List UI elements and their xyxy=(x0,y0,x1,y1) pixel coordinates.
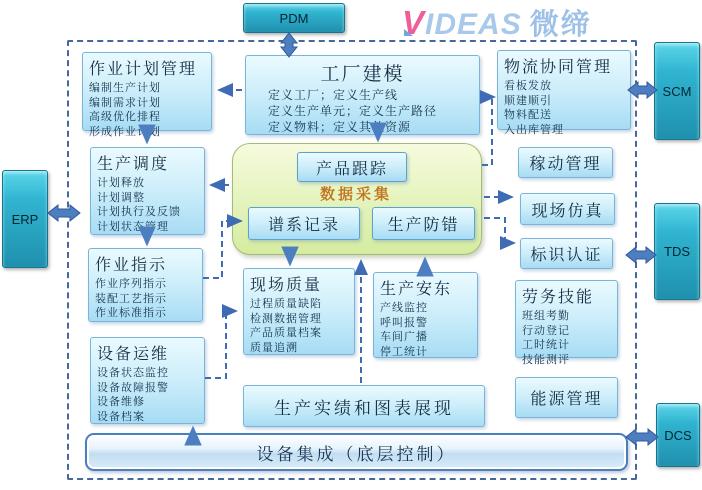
module-title: 生产调度 xyxy=(97,156,170,173)
module-identification: 标识认证 xyxy=(520,238,613,269)
module-items: 作业序列指示 装配工艺指示 作业标准指示 xyxy=(95,278,167,320)
module-product-tracking: 产品跟踪 xyxy=(297,152,407,182)
logo-chinese-name: 微缔 xyxy=(529,9,592,41)
module-items: 过程质量缺陷 检测数据管理 产品质量档案 质量追溯 xyxy=(250,298,322,354)
module-genealogy: 谱系记录 xyxy=(248,207,360,240)
module-title: 现场质量 xyxy=(250,277,323,294)
module-title: 物流协同管理 xyxy=(504,59,613,76)
module-equipment-om xyxy=(90,337,205,424)
videas-logo xyxy=(402,2,640,43)
module-labor-skills xyxy=(515,280,618,366)
external-system-tds xyxy=(654,203,700,300)
module-title: 工厂建模 xyxy=(320,64,405,85)
module-work-instruction xyxy=(88,248,203,322)
module-scheduling xyxy=(90,147,205,235)
tds-label: TDS xyxy=(664,244,690,259)
external-system-pdm xyxy=(243,3,345,33)
module-items: 设备状态监控 设备故障报警 设备维修 设备档案 xyxy=(97,367,169,423)
module-title: 劳务技能 xyxy=(522,289,595,306)
data-collection-label: 数据采集 xyxy=(320,186,393,203)
logo-v-mark: V xyxy=(402,4,425,41)
scm-label: SCM xyxy=(662,83,692,99)
logo-wedge-icon xyxy=(404,29,413,36)
module-logistics xyxy=(497,50,631,136)
module-items: 看板发放 顺建顺引 物料配送 入出库管理 xyxy=(504,80,564,136)
module-performance-display: 生产实绩和图表展现 xyxy=(243,385,485,427)
module-job-planning xyxy=(82,52,212,138)
module-items: 计划释放 计划调整 计划执行及反馈 计划状态管理 xyxy=(97,177,181,233)
module-device-integration xyxy=(85,433,628,471)
logo-wordmark: IDEAS xyxy=(425,8,522,41)
module-title: 作业指示 xyxy=(95,257,168,274)
external-system-erp xyxy=(2,170,48,268)
module-site-quality xyxy=(243,268,355,355)
device-integration-label: 设备集成（底层控制） xyxy=(256,444,457,464)
module-title: 设备运维 xyxy=(97,346,170,363)
module-andon xyxy=(373,272,478,358)
external-system-dcs xyxy=(656,403,700,467)
dcs-label: DCS xyxy=(664,427,692,443)
module-title: 作业计划管理 xyxy=(89,61,198,78)
module-factory-modeling xyxy=(245,55,480,135)
module-simulation: 现场仿真 xyxy=(520,193,615,225)
module-items: 产线监控 呼叫报警 车间广播 停工统计 xyxy=(380,302,428,358)
module-items: 定义工厂；定义生产线 定义生产单元；定义生产路径 定义物料；定义其他资源 xyxy=(268,88,438,134)
pdm-label: PDM xyxy=(279,10,309,26)
module-items: 编制生产计划 编制需求计划 高级优化排程 形成作业计划 xyxy=(89,82,161,138)
external-system-scm xyxy=(654,42,700,140)
module-error-proofing: 生产防错 xyxy=(372,207,475,240)
module-utilization: 稼动管理 xyxy=(518,147,613,178)
module-title: 生产安东 xyxy=(380,281,453,298)
module-energy: 能源管理 xyxy=(515,377,618,418)
erp-label: ERP xyxy=(11,211,39,227)
module-items: 班组考勤 行动登记 工时统计 技能测评 xyxy=(522,310,570,366)
